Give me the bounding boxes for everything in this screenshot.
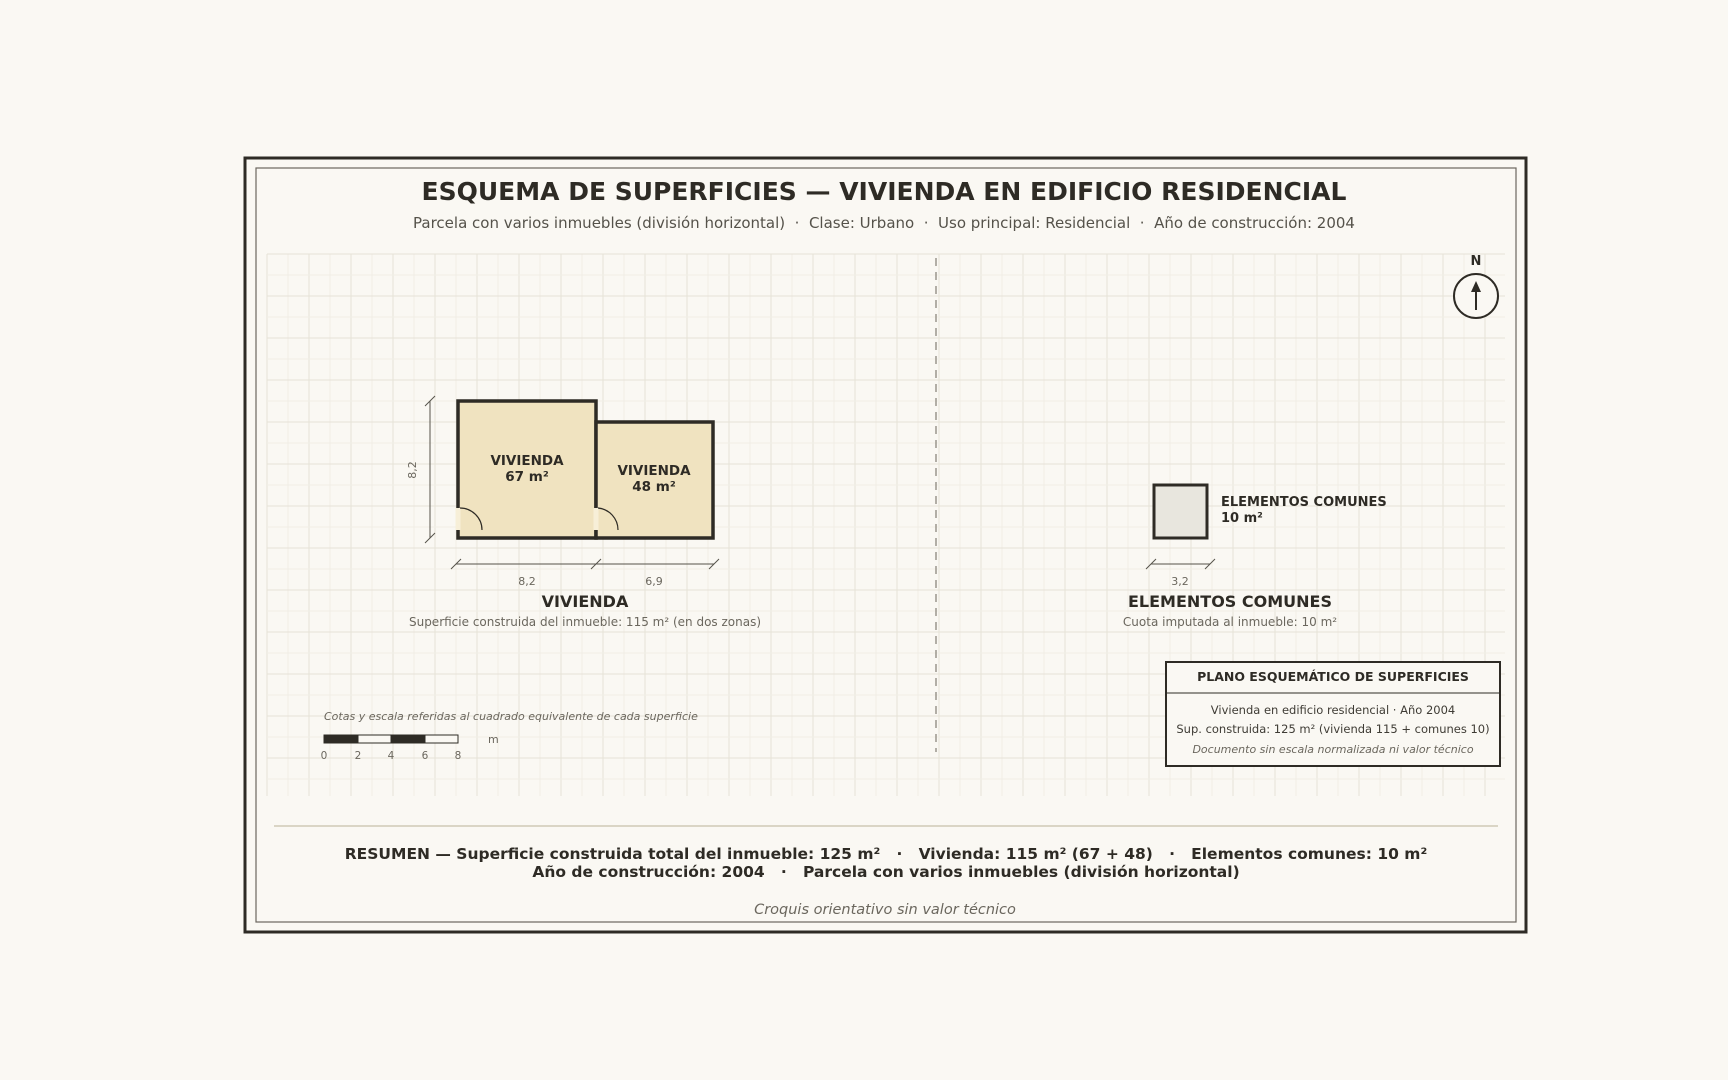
zone-1-area: 67 m² [505, 469, 549, 485]
vivienda-section-title: VIVIENDA [541, 592, 629, 611]
scale-note: Cotas y escala referidas al cuadrado equivalente de cada superficie [324, 710, 698, 723]
comunes-section-title: ELEMENTOS COMUNES [1127, 592, 1333, 611]
legend-title: PLANO ESQUEMÁTICO DE SUPERFICIES [1197, 669, 1469, 684]
scale-unit: m [488, 733, 499, 746]
scale-tick-2: 2 [354, 750, 362, 762]
dim-comunes-label: 3,2 [1171, 575, 1189, 588]
vivienda-section-caption: Superficie construida del inmueble: 115 m² (en dos zonas) [408, 615, 762, 629]
footnote: Croquis orientativo sin valor técnico [754, 902, 1016, 918]
page-title: ESQUEMA DE SUPERFICIES — VIVIENDA EN EDIFICIO RESIDENCIAL [421, 177, 1347, 206]
comunes-zone [1154, 485, 1207, 538]
summary-line-1: RESUMEN — Superficie construida total del inmueble: 125 m² · Vivienda: 115 m² (67 + 48) · Elementos comunes: 10 m² [344, 845, 1428, 863]
dim-width-2-label: 6,9 [645, 575, 663, 588]
scale-tick-8: 8 [454, 750, 462, 762]
legend-line-3: Documento sin escala normalizada ni valor técnico [1192, 743, 1474, 756]
zone-1-name: VIVIENDA [490, 453, 564, 469]
scale-tick-4: 4 [387, 750, 395, 762]
legend-box [1166, 662, 1500, 766]
page-subtitle: Parcela con varios inmuebles (división horizontal) · Clase: Urbano · Uso principal: Residencial · Año de construcción: 2004 [413, 214, 1355, 232]
zone-2-name: VIVIENDA [617, 463, 691, 479]
scale-tick-0: 0 [320, 750, 328, 762]
summary-line-2: Año de construcción: 2004 · Parcela con varios inmuebles (división horizontal) [532, 863, 1240, 881]
comunes-name: ELEMENTOS COMUNES [1221, 495, 1387, 510]
scale-tick-6: 6 [421, 750, 429, 762]
legend-line-2: Sup. construida: 125 m² (vivienda 115 + comunes 10) [1176, 722, 1490, 736]
comunes-section-caption: Cuota imputada al inmueble: 10 m² [1122, 615, 1338, 629]
outer-frame [245, 158, 1526, 932]
legend-line-1: Vivienda en edificio residencial · Año 2004 [1210, 703, 1456, 717]
zone-2-area: 48 m² [632, 479, 676, 495]
dim-width-1-label: 8,2 [518, 575, 536, 588]
comunes-area: 10 m² [1221, 511, 1263, 526]
north-label: N [1470, 254, 1482, 269]
dim-height-label: 8,2 [406, 461, 419, 479]
